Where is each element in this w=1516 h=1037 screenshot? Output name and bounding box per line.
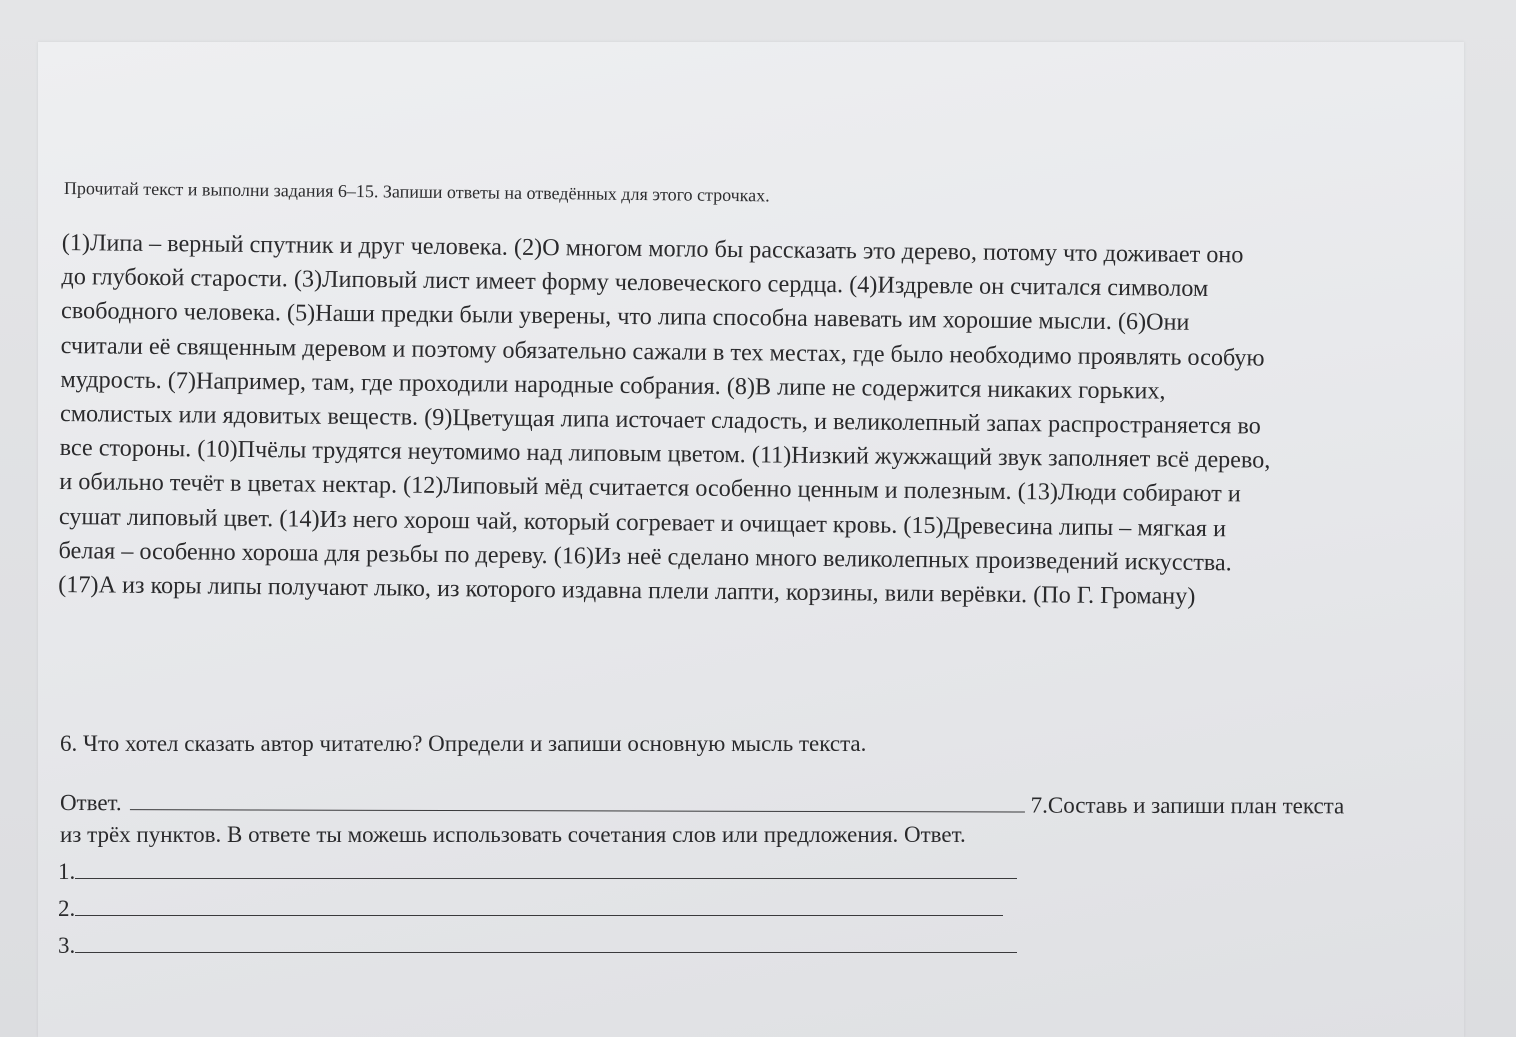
task-7-question-continuation: из трёх пунктов. В ответе ты можешь использовать сочетания слов или предложения. Ответ.: [60, 822, 966, 847]
text-line: (1)Липа – верный спутник и друг человека. (2)О многом могло бы рассказать это дерево, потому что доживает оно: [61, 228, 1244, 269]
plan-item-number: 3.: [58, 933, 76, 958]
text-line: смолистых или ядовитых веществ. (9)Цветущая липа источает сладость, и великолепный запах распространяется во: [59, 400, 1261, 440]
plan-answer-line-2[interactable]: [75, 895, 1003, 916]
task-6-answer-row: [60, 787, 1440, 820]
task-6-question: 6. Что хотел сказать автор читателю? Определи и запиши основную мысль текста.: [60, 731, 867, 756]
text-line: все стороны. (10)Пчёлы трудятся неутомимо над липовым цветом. (11)Низкий жужжащий звук заполняет всё дерево,: [59, 434, 1271, 474]
answer-line-task-6[interactable]: [130, 787, 1025, 812]
answer-label: Ответ.: [59, 790, 122, 816]
plan-answer-line-1[interactable]: [75, 858, 1017, 879]
plan-item-1: [58, 858, 1017, 885]
text-line: (17)А из коры липы получают лыко, из которого издавна плели лапти, корзины, вили верёвки. (По Г. Громану): [58, 571, 1196, 610]
plan-answer-line-3[interactable]: [75, 932, 1017, 953]
text-line: мудрость. (7)Например, там, где проходили народные собрания. (8)В липе не содержится никаких горьких,: [60, 365, 1166, 405]
task-7-question-start: 7.Составь и запиши план текста: [1030, 792, 1345, 819]
plan-item-3: [58, 932, 1017, 959]
text-line: свободного человека. (5)Наши предки были уверены, что липа способна навевать им хорошие мысли. (6)Они: [60, 297, 1190, 337]
reading-text: [58, 226, 1436, 617]
text-line: сушат липовый цвет. (14)Из него хорош чай, который согревает и очищает кровь. (15)Древесина липы – мягкая и: [58, 502, 1227, 542]
plan-item-number: 2.: [58, 896, 76, 921]
text-line: до глубокой старости. (3)Липовый лист имеет форму человеческого сердца. (4)Издревле он считался символом: [61, 263, 1209, 303]
plan-item-number: 1.: [58, 859, 76, 884]
instruction-text: Прочитай текст и выполни задания 6–15. Запиши ответы на отведённых для этого строчках.: [63, 178, 770, 206]
text-line: белая – особенно хороша для резьбы по дереву. (16)Из неё сделано много великолепных произведений искусства.: [58, 536, 1232, 577]
text-line: считали её священным деревом и поэтому обязательно сажали в тех местах, где было необходимо проявлять особую: [60, 331, 1265, 372]
text-line: и обильно течёт в цветах нектар. (12)Липовый мёд считается особенно ценным и полезным. (13)Люди собирают и: [59, 468, 1241, 508]
plan-item-2: [58, 895, 1003, 922]
